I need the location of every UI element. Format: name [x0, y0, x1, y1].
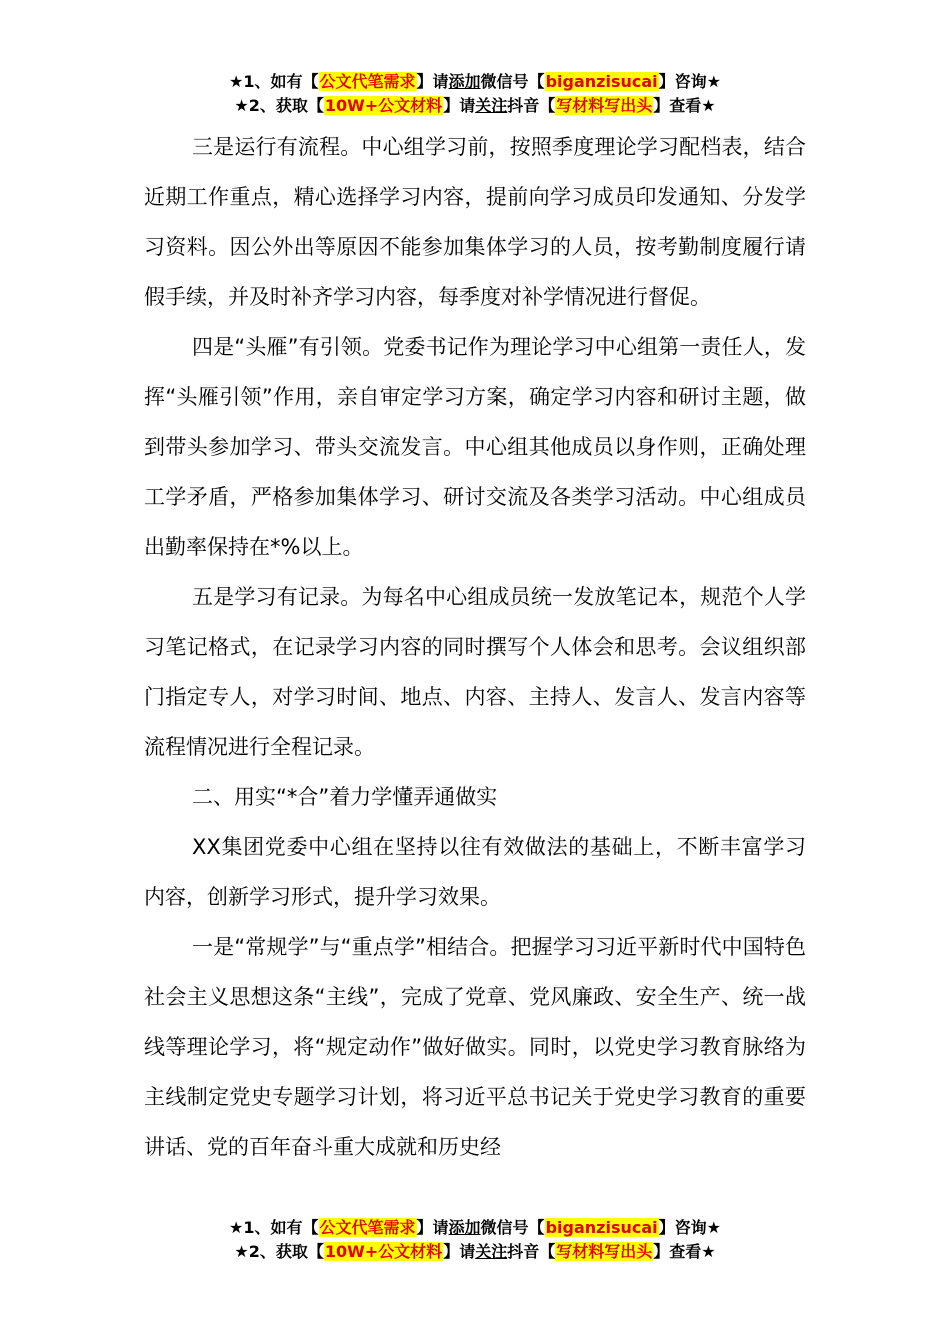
- banner-text: 抖音【: [507, 96, 556, 115]
- banner-text: 】查看★: [653, 96, 716, 115]
- paragraph: 一是“常规学”与“重点学”相结合。把握学习习近平新时代中国特色社会主义思想这条“主线”，完成了党章、党风廉政、安全生产、统一战线等理论学习，将“规定动作”做好做实。同时，以党史学习教育脉络为主线制定党史专题学习计划，将习近平总书记关于党史学习教育的重要讲话、党的百年奋斗重大成就和历史经: [144, 935, 806, 1159]
- banner-text: ★2、获取【: [234, 96, 324, 115]
- banner-text: 】请: [443, 1242, 476, 1261]
- banner-underline: 添加: [448, 72, 481, 91]
- paragraph: XX集团党委中心组在坚持以往有效做法的基础上，不断丰富学习内容，创新学习形式，提升学习效果。: [144, 835, 806, 909]
- banner-text: 】请: [416, 72, 449, 91]
- paragraph: 三是运行有流程。中心组学习前，按照季度理论学习配档表，结合近期工作重点，精心选择学习内容，提前向学习成员印发通知、分发学习资料。因公外出等原因不能参加集体学习的人员，按考勤制度履行请假手续，并及时补齐学习内容，每季度对补学情况进行督促。: [144, 135, 806, 309]
- banner-line-1: [0, 1216, 950, 1240]
- banner-highlight: biganzisucai: [545, 1218, 658, 1237]
- banner-highlight: 10W+公文材料: [324, 96, 443, 115]
- banner-highlight: 公文代笔需求: [319, 72, 416, 91]
- banner-text: ★1、如有【: [229, 72, 319, 91]
- banner-underline: 添加: [448, 1218, 481, 1237]
- banner-text: 抖音【: [507, 1242, 556, 1261]
- banner-highlight: 写材料写出头: [556, 1242, 653, 1261]
- banner-line-1: [0, 70, 950, 94]
- paragraph: 四是“头雁”有引领。党委书记作为理论学习中心组第一责任人，发挥“头雁引领”作用，亲自审定学习方案，确定学习内容和研讨主题，做到带头参加学习、带头交流发言。中心组其他成员以身作则，正确处理工学矛盾，严格参加集体学习、研讨交流及各类学习活动。中心组成员出勤率保持在*%以上。: [144, 335, 806, 559]
- banner-text: 】咨询★: [658, 1218, 721, 1237]
- banner-line-2: [0, 1240, 950, 1264]
- banner-highlight: 10W+公文材料: [324, 1242, 443, 1261]
- banner-highlight: 写材料写出头: [556, 96, 653, 115]
- paragraph: 五是学习有记录。为每名中心组成员统一发放笔记本，规范个人学习笔记格式，在记录学习内容的同时撰写个人体会和思考。会议组织部门指定专人，对学习时间、地点、内容、主持人、发言人、发言内容等流程情况进行全程记录。: [144, 585, 806, 759]
- banner-highlight: 公文代笔需求: [319, 1218, 416, 1237]
- banner-underline: 关注: [475, 96, 508, 115]
- banner-text: 】请: [416, 1218, 449, 1237]
- banner-text: 微信号【: [480, 1218, 545, 1237]
- banner-text: 】咨询★: [658, 72, 721, 91]
- document-body: [144, 122, 806, 1172]
- banner-text: 】请: [443, 96, 476, 115]
- header-banner: [0, 70, 950, 118]
- banner-text: 微信号【: [480, 72, 545, 91]
- section-heading: 二、用实“*合”着力学懂弄通做实: [192, 785, 498, 809]
- banner-line-2: [0, 94, 950, 118]
- banner-text: ★1、如有【: [229, 1218, 319, 1237]
- footer-banner: [0, 1216, 950, 1264]
- banner-text: 】查看★: [653, 1242, 716, 1261]
- banner-highlight: biganzisucai: [545, 72, 658, 91]
- banner-text: ★2、获取【: [234, 1242, 324, 1261]
- banner-underline: 关注: [475, 1242, 508, 1261]
